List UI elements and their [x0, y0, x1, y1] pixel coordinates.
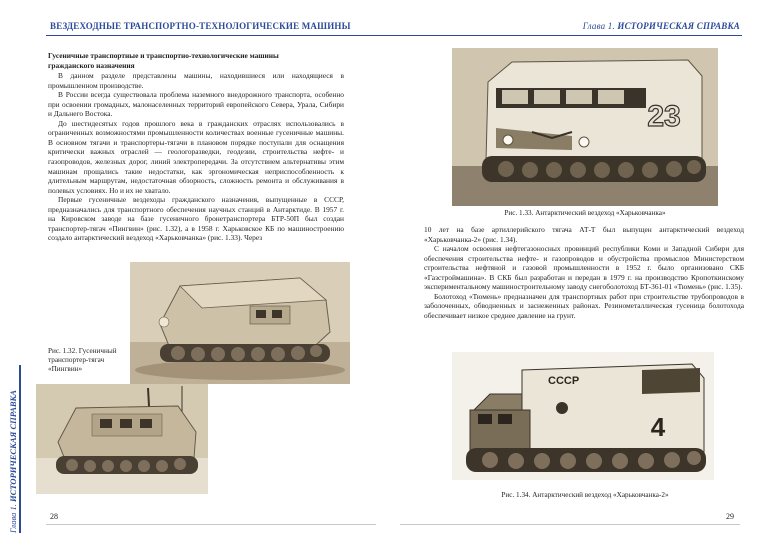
paragraph: До шестидесятых годов прошлого века в гражданских отраслях использовались в ограниченных возможностями промышленности количествах военные гусеничные машины. В основном тягачи и транспортеры-тягачи в плановом порядке поступали для оснащения критически важных отраслей — геологоразведки, геодезии, строительства нефте- и газопроводов, железных дорог, линий электропередачи. За отсутствием альтернативы этим машинам прощались такие недостатки, как эргономическая неприспособленность к длительным маршрутам, недостаточная обзорность, сложность ремонта и обслуживания в полевых условиях. Но и их не хватало.	[48, 118, 344, 195]
kharkovchanka-photo	[452, 48, 718, 206]
pingvin-photo-2	[36, 384, 208, 494]
kharkovchanka-2-photo	[452, 352, 714, 480]
paragraph: В России всегда существовала проблема наземного внедорожного транспорта, особенно при освоении громадных, малонаселенных территорий европейского Севера, Урала, Сибири и Дальнего Востока.	[48, 90, 344, 119]
kharkovchanka-2-vehicle-image	[452, 352, 714, 480]
right-page-number: 29	[726, 512, 734, 521]
vehicle-number-4: 4	[650, 412, 666, 442]
right-page-header	[390, 20, 742, 36]
figure-caption-1-32: Рис. 1.32. Гусеничный транспортер-тягач «Пингвин»	[48, 347, 117, 373]
right-text-column	[424, 225, 744, 320]
header-title: ИСТОРИЧЕСКАЯ СПРАВКА	[617, 21, 740, 31]
paragraph: В данном разделе представлены машины, находившиеся или находящиеся в промышленном производстве.	[48, 71, 344, 90]
right-page	[390, 0, 780, 550]
left-page-number: 28	[50, 512, 58, 521]
side-tab-label	[8, 365, 18, 533]
book-title-header: ВЕЗДЕХОДНЫЕ ТРАНСПОРТНО-ТЕХНОЛОГИЧЕСКИЕ МАШИНЫ	[50, 21, 351, 31]
paragraph: 10 лет на базе артиллерийского тягача АТ-Т был выпущен антарктический вездеход «Харьковчанка-2» (рис. 1.34).	[424, 225, 744, 244]
figure-caption-1-33: Рис. 1.33. Антарктический вездеход «Харьковчанка»	[504, 209, 666, 217]
section-title: Гусеничные транспортные и транспортно-технологические машины	[48, 51, 279, 60]
pingvin-photo	[130, 262, 350, 384]
kharkovchanka-vehicle-image	[452, 48, 718, 206]
pingvin-vehicle-image-2	[36, 384, 208, 494]
right-footer-divider	[400, 524, 740, 525]
side-tab-chapter: Глава 1.	[8, 504, 18, 533]
header-chapter: Глава 1.	[582, 21, 615, 31]
vehicle-number-23: 23	[647, 100, 681, 133]
section-subtitle: гражданского назначения	[48, 60, 135, 70]
left-page-header	[46, 20, 390, 36]
paragraph: Болотоход «Тюмень» предназначен для транспортных работ при строительстве трубопроводов в заболоченных, обводненных и заснеженных районах. Резинометаллическая гусеница болотохода обеспечивает низкое среднее давление на грунт.	[424, 291, 744, 320]
left-text-column	[48, 51, 344, 243]
chapter-header	[583, 21, 740, 31]
paragraph: Первые гусеничные вездеходы гражданского назначения, выпущенные в СССР, предназначались для транспортного обеспечения научных станций в Антарктиде. В 1957 г. на Кировском заводе на базе гусеничного бронетранспортера БТР-50П был создан транспортер-тягач «Пингвин» (рис. 1.32), а в 1958 г. Харьковское КБ по машиностроению создало антарктический вездеход «Харьковчанка» (рис. 1.33). Через	[48, 195, 344, 243]
pingvin-vehicle-image	[130, 262, 350, 384]
vehicle-marking-sssr: СССР	[548, 375, 580, 387]
figure-caption-1-34: Рис. 1.34. Антарктический вездеход «Харьковчанка-2»	[501, 491, 669, 499]
side-tab-title: ИСТОРИЧЕСКАЯ СПРАВКА	[8, 390, 18, 503]
left-footer-divider	[46, 524, 376, 525]
paragraph: С началом освоения нефтегазоносных провинций республики Коми и Западной Сибири для обеспечения строительства нефте- и газопроводов и обустройства промыслов Министерством строительства нефтяной и газовой промышленности в 1952 г. было организовано СКБ «Газстроймашина». В СКБ был разработан и передан в 1979 г. на производство Кропоткинскому экспериментальному машиностроительному заводу снегоболотоход БТ-361-01 «Тюмень» (рис. 1.35).	[424, 244, 744, 292]
side-chapter-tab	[8, 365, 22, 533]
side-tab-rail	[19, 365, 21, 533]
